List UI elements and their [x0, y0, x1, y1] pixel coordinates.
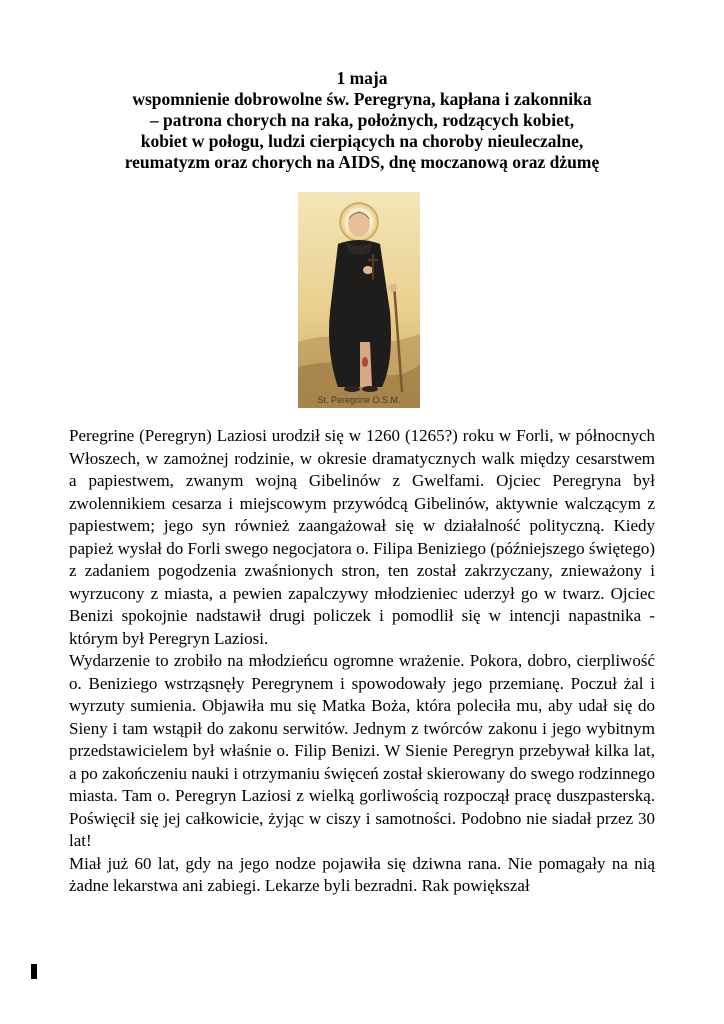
page-marker: [31, 964, 37, 979]
saint-portrait-image: [298, 192, 420, 408]
article-body: [69, 425, 655, 898]
paragraph-3: Miał już 60 lat, gdy na jego nodze pojawiła się dziwna rana. Nie pomagały na nią żadne lekarstwa ani zabiegi. Lekarze byli bezradni. Rak powiększał: [69, 853, 655, 895]
paragraph-2: Wydarzenie to zrobiło na młodzieńcu ogromne wrażenie. Pokora, dobro, cierpliwość o. Beniziego wstrząsnęły Peregrynem i spowodowały jego przemianę. Poczuł żal i wyrzuty sumienia. Objawiła mu się Matka Boża, która poleciła mu, aby udał się do Sieny i tam wstąpił do zakonu serwitów. Jednym z twórców zakonu i jego wybitnym przedstawicielem był właśnie o. Filip Benizi. W Sienie Peregryn przebywał kilka lat, a po zakończeniu nauki i otrzymaniu święceń został skierowany do swego rodzinnego miasta. Tam o. Peregryn Laziosi z wielką gorliwością rozpoczął pracę duszpasterską. Poświęcił się jej całkowicie, żyjąc w ciszy i samotności. Podobno nie siadał przez 30 lat!: [69, 651, 655, 850]
paragraph-1: Peregrine (Peregryn) Laziosi urodził się w 1260 (1265?) roku w Forli, w północnych Włoszech, w zamożnej rodzinie, w okresie dramatycznych walk między cesarstwem a papiestwem, zwanym wojną Gibelinów z Gwelfami. Ojciec Peregryna był zwolennikiem cesarza i miejscowym przywódcą Gibelinów, aktywnie walczącym z papiestwem; jego syn również zaangażował się w działalność polityczną. Kiedy papież wysłał do Forli swego negocjatora o. Filipa Beniziego (późniejszego świętego) z zadaniem pogodzenia zwaśnionych stron, ten został zakrzyczany, znieważony i wyrzucony z miasta, a pewien zapalczywy młodzieniec uderzył go w twarz. Ojciec Benizi spokojnie nadstawił drugi policzek i pomodlił się w intencji napastnika - którym był Peregryn Laziosi.: [69, 426, 655, 648]
portrait-caption: St. Peregrine O.S.M.: [317, 395, 401, 405]
page-header: [60, 68, 664, 173]
patron-line-2: kobiet w połogu, ludzi cierpiących na choroby nieuleczalne,: [140, 131, 584, 151]
date-heading: 1 maja: [336, 68, 388, 88]
saint-portrait-illustration: [298, 192, 420, 408]
patron-line-3: reumatyzm oraz chorych na AIDS, dnę moczanową oraz dżumę: [124, 152, 600, 172]
title-heading: wspomnienie dobrowolne św. Peregryna, kapłana i zakonnika: [132, 89, 592, 109]
patron-line-1: – patrona chorych na raka, położnych, rodzących kobiet,: [149, 110, 575, 130]
